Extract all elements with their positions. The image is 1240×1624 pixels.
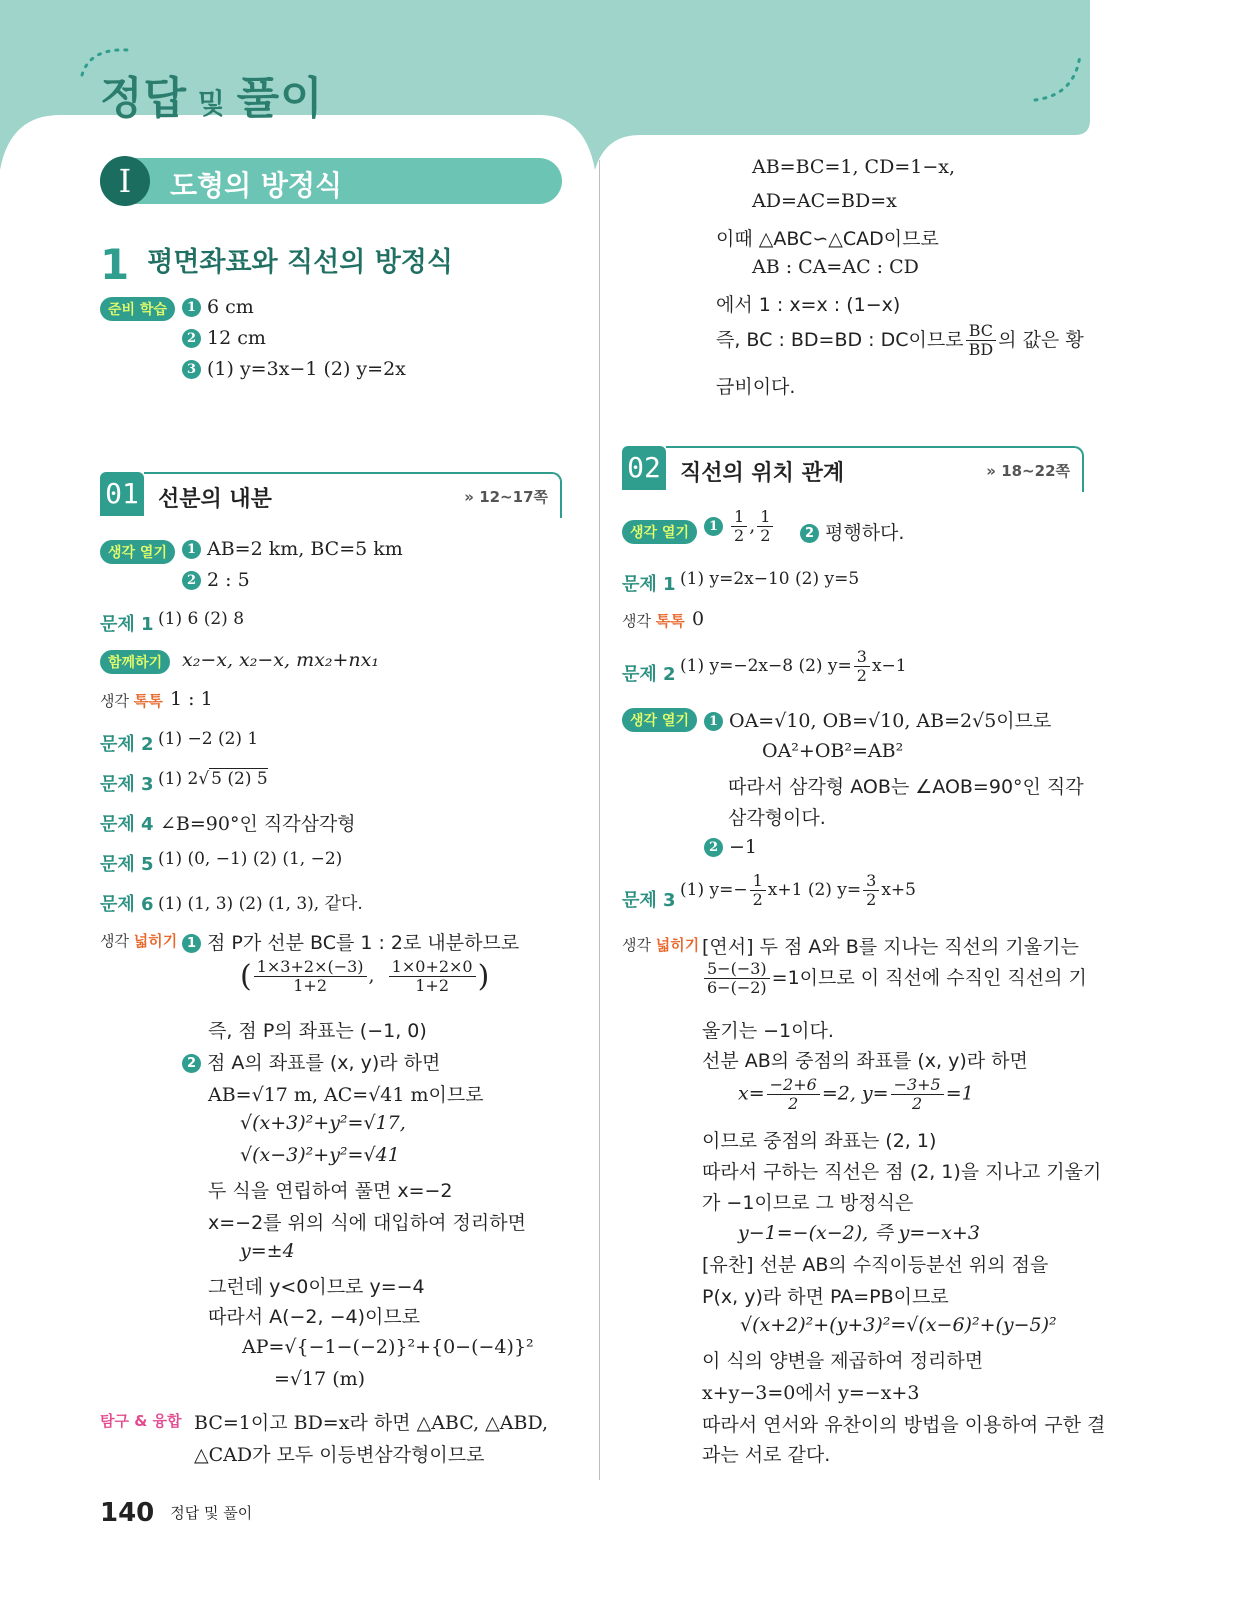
page-title: 정답 및 풀이 bbox=[100, 73, 324, 124]
right-open-1: 1 $\frac{1}{2}$ , $\frac{1}{2}$ bbox=[704, 508, 775, 545]
prep-item-1: 1 6 cm bbox=[182, 296, 254, 318]
unit-title: 도형의 방정식 bbox=[170, 169, 343, 202]
prep-label: 준비 학습 bbox=[100, 297, 175, 321]
right-line-1: AB=BC=1, CD=1−x, bbox=[752, 156, 955, 178]
right-problem-2-label: 문제 2 bbox=[622, 664, 676, 685]
unit-numeral: I bbox=[100, 156, 150, 206]
right-expand-14: x+y−3=0에서 y=−x+3 bbox=[702, 1382, 920, 1404]
right-expand-3: 울기는 −1이다. bbox=[702, 1020, 834, 1042]
section-02-header bbox=[622, 446, 1084, 498]
problem-5-label: 문제 5 bbox=[100, 854, 154, 875]
right-line-2: AD=AC=BD=x bbox=[752, 190, 897, 212]
right-expand-16: 과는 서로 같다. bbox=[702, 1444, 831, 1466]
left-problem-1: (1) 6 (2) 8 bbox=[158, 609, 245, 629]
right-think-expand-label: 생각 넓히기 bbox=[622, 936, 700, 954]
right-expand-9: y−1=−(x−2), 즉 y=−x+3 bbox=[738, 1222, 980, 1244]
left-expand-2b: √(x+3)²+y²=√17, bbox=[240, 1112, 406, 1134]
right-expand-5: x= $\frac{-2+6}{2}$ =2, y= $\frac{-3+5}{2}$ =1 bbox=[738, 1075, 974, 1113]
right-open-2: 2 평행하다. bbox=[800, 518, 904, 545]
think-talk-label: 생각 톡톡 bbox=[100, 692, 163, 710]
tamgu-label: 탐구 & 융합 bbox=[100, 1412, 182, 1430]
prep-item-2: 2 12 cm bbox=[182, 327, 266, 349]
right-expand-8: 가 −1이므로 그 방정식은 bbox=[702, 1192, 914, 1214]
chapter-title: 평면좌표와 직선의 방정식 bbox=[147, 247, 453, 278]
left-expand-2h: 따라서 A(−2, −4)이므로 bbox=[208, 1306, 421, 1328]
page-number: 140 bbox=[100, 1498, 155, 1528]
left-problem-3: (1) 2√ 5 (2) 5 bbox=[158, 769, 268, 789]
section-02-number: 02 bbox=[622, 446, 666, 490]
left-open-2: 2 2 : 5 bbox=[182, 569, 250, 591]
problem-4-label: 문제 4 bbox=[100, 814, 154, 835]
right-line-6: 즉, BC : BD=BD : DC이므로 $\frac{BC}{BD}$ 의 값은 황 bbox=[716, 321, 1084, 359]
right-open-b4: 삼각형이다. bbox=[728, 807, 826, 829]
right-think-open-label-2: 생각 열기 bbox=[622, 708, 697, 732]
chapter-heading bbox=[100, 240, 453, 289]
left-open-1: 1 AB=2 km, BC=5 km bbox=[182, 538, 403, 560]
right-expand-13: 이 식의 양변을 제곱하여 정리하면 bbox=[702, 1350, 984, 1372]
left-talk: 1 : 1 bbox=[170, 688, 213, 710]
left-expand-2c: √(x−3)²+y²=√41 bbox=[240, 1144, 400, 1166]
right-expand-10: [유찬] 선분 AB의 수직이등분선 위의 점을 bbox=[702, 1254, 1049, 1276]
right-talk: 0 bbox=[692, 608, 705, 630]
chapter-number: 1 bbox=[100, 240, 130, 289]
left-problem-5: (1) (0, −1) (2) (1, −2) bbox=[158, 849, 343, 869]
column-divider bbox=[599, 160, 600, 1480]
right-expand-4: 선분 AB의 중점의 좌표를 (x, y)라 하면 bbox=[702, 1050, 1028, 1072]
right-open-b5: 2 −1 bbox=[704, 836, 757, 858]
section-01-pages: » 12~17쪽 bbox=[464, 488, 548, 506]
right-expand-1: [연서] 두 점 A와 B를 지나는 직선의 기울기는 bbox=[702, 936, 1079, 958]
problem-3-label: 문제 3 bbox=[100, 774, 154, 795]
right-expand-7: 따라서 구하는 직선은 점 (2, 1)을 지나고 기울기 bbox=[702, 1161, 1102, 1183]
left-problem-4: ∠B=90°인 직각삼각형 bbox=[160, 813, 356, 835]
section-01-number: 01 bbox=[100, 472, 144, 516]
prep-item-3: 3 (1) y=3x−1 (2) y=2x bbox=[182, 358, 406, 380]
right-line-3: 이때 △ABC∽△CAD이므로 bbox=[716, 228, 939, 250]
left-expand-1: 1 점 P가 선분 BC를 1 : 2로 내분하므로 bbox=[182, 928, 519, 955]
right-open-b3: 따라서 삼각형 AOB는 ∠AOB=90°인 직각 bbox=[728, 776, 1084, 798]
section-01-header bbox=[100, 472, 562, 524]
right-problem-3-label: 문제 3 bbox=[622, 890, 676, 911]
right-problem-3: (1) y=− $\frac{1}{2}$ x+1 (2) y= $\frac{3}{2}$ x+5 bbox=[680, 871, 916, 909]
right-think-talk-label: 생각 톡톡 bbox=[622, 612, 685, 630]
think-expand-label: 생각 넓히기 bbox=[100, 932, 178, 950]
left-expand-2a: AB=√17 m, AC=√41 m이므로 bbox=[208, 1084, 484, 1106]
page-footer bbox=[100, 1498, 252, 1528]
right-open-b1: 1 OA=√10, OB=√10, AB=2√5이므로 bbox=[704, 706, 1051, 733]
unit-banner bbox=[100, 158, 562, 204]
left-expand-2i: AP=√{−1−(−2)}²+{0−(−4)}² bbox=[242, 1336, 534, 1358]
left-problem-2: (1) −2 (2) 1 bbox=[158, 729, 259, 749]
left-expand-1c: 즉, 점 P의 좌표는 (−1, 0) bbox=[208, 1020, 427, 1042]
section-02-pages: » 18~22쪽 bbox=[986, 462, 1070, 480]
left-tamgu-2: △CAD가 모두 이등변삼각형이므로 bbox=[194, 1444, 485, 1466]
left-problem-6: (1) (1, 3) (2) (1, 3), 같다. bbox=[158, 894, 363, 914]
problem-6-label: 문제 6 bbox=[100, 894, 154, 915]
left-tamgu-1: BC=1이고 BD=x라 하면 △ABC, △ABD, bbox=[194, 1412, 549, 1434]
section-02-title: 직선의 위치 관계 bbox=[680, 461, 845, 486]
right-expand-2: $\frac{5-(-3)}{6-(-2)}$ =1이므로 이 직선에 수직인 직선의 기 bbox=[702, 960, 1087, 997]
footer-text: 정답 및 풀이 bbox=[170, 1504, 253, 1522]
left-expand-2f: y=±4 bbox=[240, 1240, 295, 1262]
left-expand-2g: 그런데 y<0이므로 y=−4 bbox=[208, 1276, 425, 1298]
right-expand-12: √(x+2)²+(y+3)²=√(x−6)²+(y−5)² bbox=[740, 1314, 1057, 1336]
right-think-open-label: 생각 열기 bbox=[622, 520, 697, 544]
left-expand-2: 2 점 A의 좌표를 (x, y)라 하면 bbox=[182, 1048, 440, 1075]
right-expand-15: 따라서 연서와 유찬이의 방법을 이용하여 구한 결 bbox=[702, 1414, 1106, 1436]
right-line-4: AB : CA=AC : CD bbox=[752, 256, 919, 278]
together-label: 함께하기 bbox=[100, 650, 170, 674]
right-expand-6: 이므로 중점의 좌표는 (2, 1) bbox=[702, 1130, 937, 1152]
right-problem-2: (1) y=−2x−8 (2) y= $\frac{3}{2}$ x−1 bbox=[680, 647, 907, 685]
right-line-7: 금비이다. bbox=[716, 376, 796, 398]
right-problem-1: (1) y=2x−10 (2) y=5 bbox=[680, 569, 860, 589]
left-together: x₂−x, x₂−x, mx₂+nx₁ bbox=[182, 649, 379, 671]
right-problem-1-label: 문제 1 bbox=[622, 574, 676, 595]
problem-1-label: 문제 1 bbox=[100, 614, 154, 635]
left-expand-2e: x=−2를 위의 식에 대입하여 정리하면 bbox=[208, 1212, 526, 1234]
left-expand-coords: ( $\frac{1\times 3+2\times(-3)}{1+2}$ , $\frac{1\times 0+2\times 0}{1+2}$ ) bbox=[240, 957, 490, 995]
section-01-title: 선분의 내분 bbox=[158, 487, 272, 512]
think-open-label: 생각 열기 bbox=[100, 540, 175, 564]
left-expand-2d: 두 식을 연립하여 풀면 x=−2 bbox=[208, 1180, 453, 1202]
problem-2-label: 문제 2 bbox=[100, 734, 154, 755]
right-open-b2: OA²+OB²=AB² bbox=[762, 740, 904, 762]
right-line-5: 에서 1 : x=x : (1−x) bbox=[716, 294, 901, 316]
right-expand-11: P(x, y)라 하면 PA=PB이므로 bbox=[702, 1286, 949, 1308]
left-expand-2j: =√17 (m) bbox=[274, 1368, 366, 1390]
